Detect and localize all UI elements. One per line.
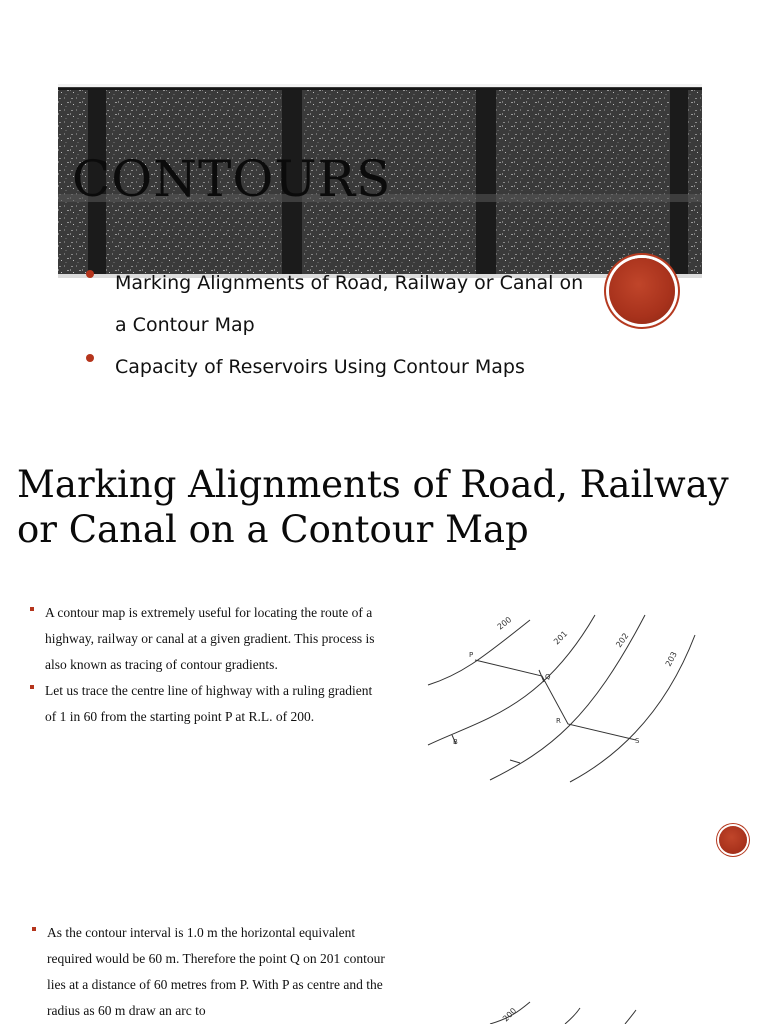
slide-title: CONTOURS [72,150,392,208]
contour-label: 200 [495,615,514,632]
slide2-bullet-list [30,600,375,730]
contour-label: 201 [552,629,570,647]
bullet-item: Capacity of Reservoirs Using Contour Maps [86,346,586,388]
slide3-bullet-list [32,920,397,1024]
bullet-item: As the contour interval is 1.0 m the horizontal equivalent required would be 60 m. Therefore the point Q on 201 contour lies at a distance of 60 metres from P. With P as centre and the radius as 60 m draw an arc to [32,920,397,1024]
contour-label: 203 [663,650,679,668]
point-label: P [469,651,474,659]
contour-label: 202 [614,631,631,650]
bullet-item: A contour map is extremely useful for locating the route of a highway, railway or canal at a given gradient. This process is also known as tracing of contour gradients. [30,600,375,678]
section-heading: Marking Alignments of Road, Railway or Canal on a Contour Map [17,463,729,551]
point-label: R [556,717,561,725]
bullet-item: Marking Alignments of Road, Railway or Canal on a Contour Map [86,262,586,346]
point-label: B [453,738,458,746]
contour-diagram-partial [400,990,730,1024]
point-label: S [635,737,640,745]
contour-label: 200 [501,1006,519,1024]
decorative-circle [719,826,747,854]
point-label: Q [545,673,551,681]
title-banner [58,84,702,278]
bullet-item: Let us trace the centre line of highway with a ruling gradient of 1 in 60 from the starting point P at R.L. of 200. [30,678,375,730]
contour-gradient-diagram [400,600,730,795]
decorative-circle [609,258,675,324]
slide1-bullet-list [86,262,586,388]
contour-line-200 [428,620,530,685]
